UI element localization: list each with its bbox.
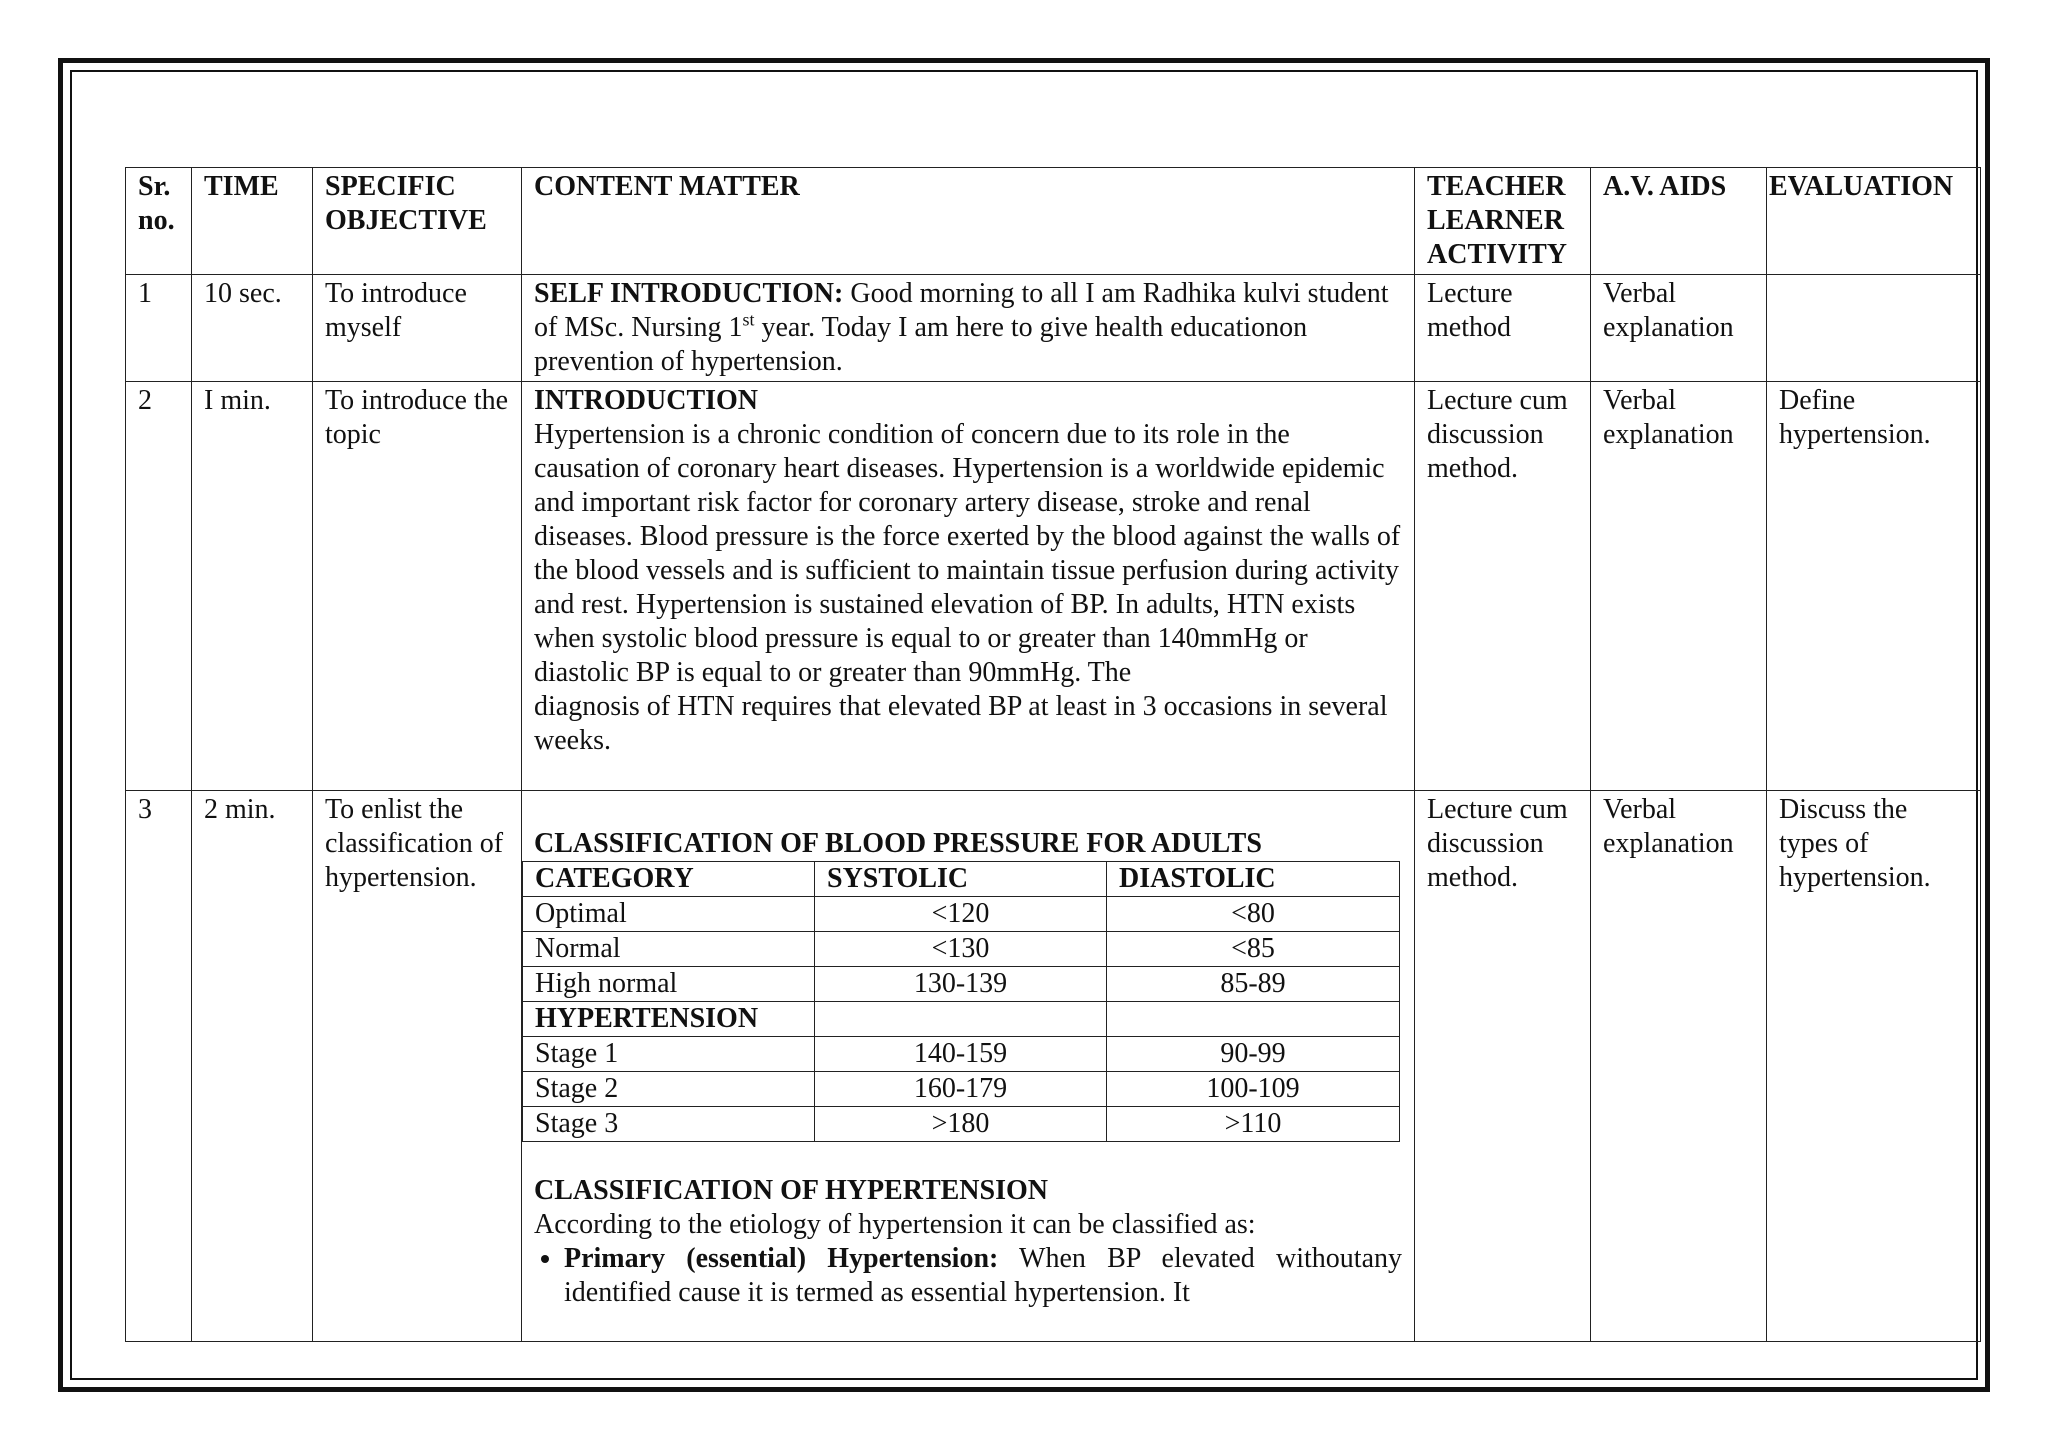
bp-diastolic-cell: >110: [1107, 1107, 1400, 1142]
bp-header-diastolic: DIASTOLIC: [1107, 862, 1400, 897]
header-activity: TEACHER LEARNER ACTIVITY: [1415, 168, 1591, 275]
row-evaluation: [1767, 275, 1981, 382]
row-sr: 2: [126, 382, 192, 791]
bp-systolic-cell: 130-139: [815, 967, 1107, 1002]
bp-row: [523, 967, 1400, 1002]
row-av-aids: Verbal explanation: [1591, 382, 1767, 791]
header-content: CONTENT MATTER: [522, 168, 1415, 275]
header-evaluation: EVALUATION: [1767, 168, 1981, 275]
row-time: I min.: [192, 382, 313, 791]
classification-heading: CLASSIFICATION OF HYPERTENSION: [534, 1175, 1048, 1206]
row-objective: To introduce the topic: [313, 382, 522, 791]
bp-systolic-cell: [815, 1002, 1107, 1037]
bp-systolic-cell: 140-159: [815, 1037, 1107, 1072]
bp-diastolic-cell: 100-109: [1107, 1072, 1400, 1107]
bp-row: [523, 1107, 1400, 1142]
bp-row: [523, 1037, 1400, 1072]
bp-row: [523, 897, 1400, 932]
row-sr: 1: [126, 275, 192, 382]
bp-category-cell: Stage 1: [523, 1037, 815, 1072]
bp-diastolic-cell: 90-99: [1107, 1037, 1400, 1072]
content-heading: SELF INTRODUCTION:: [534, 278, 844, 309]
header-objective: SPECIFIC OBJECTIVE: [313, 168, 522, 275]
bp-diastolic-cell: <80: [1107, 897, 1400, 932]
row-content: [522, 791, 1415, 1342]
row-content: [522, 275, 1415, 382]
table-row: [126, 791, 1981, 1342]
content-paragraph: diagnosis of HTN requires that elevated BP at least in 3 occasions in several weeks.: [534, 691, 1388, 756]
bullet-term: Primary (essential) Hypertension:: [564, 1243, 999, 1274]
table-row: [126, 275, 1981, 382]
bp-row: [523, 1002, 1400, 1037]
bp-classification-table: [522, 861, 1400, 1142]
bp-diastolic-cell: 85-89: [1107, 967, 1400, 1002]
content-text: year. Today I am here to give health educationon prevention of hypertension.: [534, 312, 1308, 377]
classification-list: [534, 1242, 1402, 1310]
row-evaluation: Discuss the types of hypertension.: [1767, 791, 1981, 1342]
bp-header-row: [523, 862, 1400, 897]
content-heading: INTRODUCTION: [534, 385, 759, 416]
row-activity: Lecture cum discussion method.: [1415, 791, 1591, 1342]
list-item: [564, 1242, 1402, 1310]
row-objective: To enlist the classification of hypertension.: [313, 791, 522, 1342]
lesson-plan-table: [125, 167, 1981, 1342]
bp-systolic-cell: >180: [815, 1107, 1107, 1142]
header-time: TIME: [192, 168, 313, 275]
row-av-aids: Verbal explanation: [1591, 275, 1767, 382]
header-row: [126, 168, 1981, 275]
bp-systolic-cell: <130: [815, 932, 1107, 967]
bp-row: [523, 932, 1400, 967]
row-av-aids: Verbal explanation: [1591, 791, 1767, 1342]
row-time: 2 min.: [192, 791, 313, 1342]
row-evaluation: Define hypertension.: [1767, 382, 1981, 791]
bp-category-cell: High normal: [523, 967, 815, 1002]
bp-header-systolic: SYSTOLIC: [815, 862, 1107, 897]
row-time: 10 sec.: [192, 275, 313, 382]
bp-table-title: CLASSIFICATION OF BLOOD PRESSURE FOR ADULTS: [534, 828, 1262, 859]
row-content: [522, 382, 1415, 791]
header-sr-no: Sr. no.: [126, 168, 192, 275]
bp-category-cell: Optimal: [523, 897, 815, 932]
table-row: [126, 382, 1981, 791]
row-activity: Lecture method: [1415, 275, 1591, 382]
bp-category-cell: Stage 2: [523, 1072, 815, 1107]
bp-diastolic-cell: [1107, 1002, 1400, 1037]
bp-category-cell: Stage 3: [523, 1107, 815, 1142]
bp-systolic-cell: 160-179: [815, 1072, 1107, 1107]
row-activity: Lecture cum discussion method.: [1415, 382, 1591, 791]
content-text: Good morning to all I am Radhika kulvi student of MSc. Nursing 1: [534, 278, 1389, 343]
content-superscript: st: [742, 309, 755, 330]
row-objective: To introduce myself: [313, 275, 522, 382]
bp-row: [523, 1072, 1400, 1107]
row-sr: 3: [126, 791, 192, 1342]
bp-header-category: CATEGORY: [523, 862, 815, 897]
bp-diastolic-cell: <85: [1107, 932, 1400, 967]
header-av-aids: A.V. AIDS: [1591, 168, 1767, 275]
bp-systolic-cell: <120: [815, 897, 1107, 932]
bp-category-cell: HYPERTENSION: [523, 1002, 815, 1037]
content-paragraph: Hypertension is a chronic condition of concern due to its role in the causation of coronary heart diseases. Hypertension is a worldwide epidemic and important risk factor for coronary artery disease, stroke and renal diseases. Blood pressure is the force exerted by the blood against the walls of the blood vessels and is sufficient to maintain tissue perfusion during activity and rest. Hypertension is sustained elevation of BP. In adults, HTN exists when systolic blood pressure is equal to or greater than 140mmHg or diastolic BP is equal to or greater than 90mmHg. The: [534, 419, 1401, 688]
classification-intro: According to the etiology of hypertension it can be classified as:: [534, 1209, 1256, 1240]
bp-category-cell: Normal: [523, 932, 815, 967]
bullet-text: When BP elevated withoutany identified cause it is termed as essential hypertension. It: [564, 1243, 1402, 1308]
